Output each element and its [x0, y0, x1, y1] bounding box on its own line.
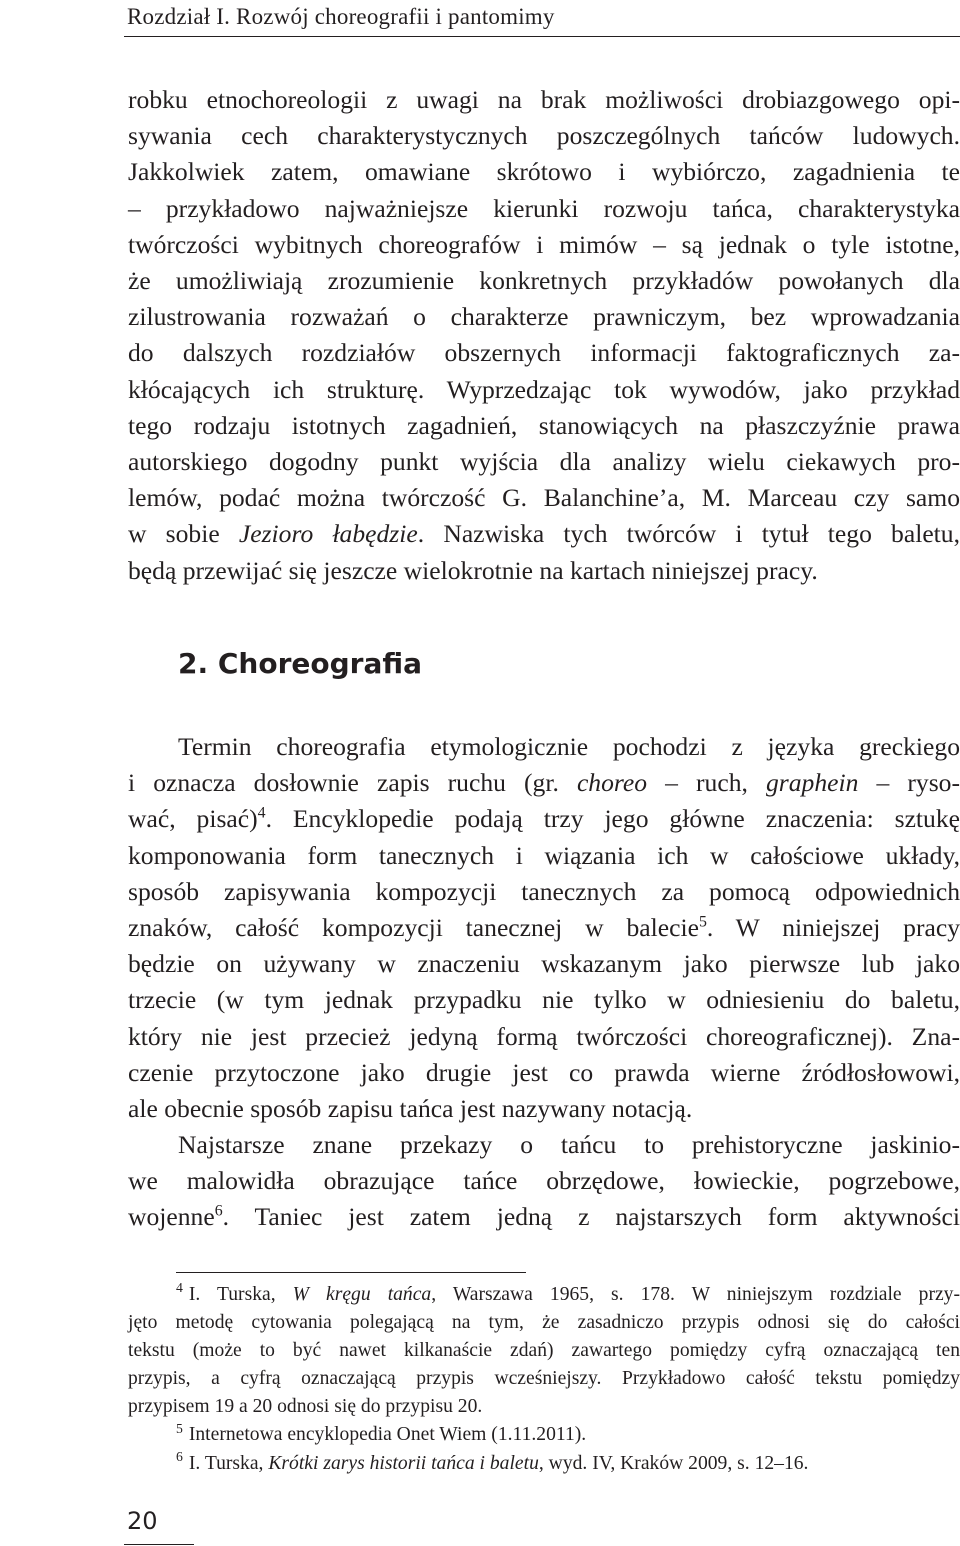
text-run: I. Turska,	[188, 1284, 293, 1305]
text-run: – ryso-	[858, 768, 960, 798]
text-run: i oznacza dosłownie zapis ruchu (gr.	[128, 768, 577, 798]
header-rule	[124, 36, 960, 37]
paragraph-intro	[128, 82, 960, 589]
text-run: w sobie	[128, 519, 239, 549]
text-run: . Encyklopedie podają trzy jego główne znaczenia: sztukę	[265, 804, 960, 834]
footnote-ref: 5	[698, 913, 707, 931]
greek-term: choreo	[576, 768, 648, 798]
text-line: tego rodzaju istotnych zagadnień, stanowiących na płaszczyźnie prawa	[128, 410, 960, 440]
text-line: Najstarsze znane przekazy o tańcu to prehistoryczne jaskinio-	[178, 1130, 960, 1159]
greek-term: graphein	[766, 768, 859, 798]
text-line: trzecie (w tym jednak przypadku nie tylko w odniesieniu do baletu,	[128, 985, 960, 1015]
book-title: W kręgu tańca	[292, 1284, 432, 1305]
text-line: będzie on używany w znaczeniu wskazanym jako pierwsze lub jako	[128, 949, 960, 979]
footnote-5	[128, 1421, 960, 1449]
text-line: Jakkolwiek zatem, omawiane skrótowo i wybiórczo, zagadnienia te	[128, 157, 960, 187]
text-line	[128, 1199, 960, 1235]
footnote-line: tekstu (może to być nawet kilkanaście zdań) zawartego pomiędzy cyfrą oznaczającą ten	[128, 1340, 960, 1362]
text-run: – ruch,	[647, 768, 766, 798]
footnote-ref: 4	[257, 804, 266, 822]
paragraph-definition	[128, 729, 960, 1127]
text-run: . Taniec jest zatem jedną z najstarszych form aktywności	[222, 1202, 960, 1232]
text-line: zilustrowania rozważań o charakterze prawniczym, bez wprowadzania	[128, 302, 960, 332]
page-number-rule	[124, 1544, 194, 1545]
text-line: że umożliwiają zrozumienie konkretnych przykładów powołanych dla	[128, 266, 960, 296]
text-line: ale obecnie sposób zapisu tańca jest nazywany notacją.	[128, 1094, 693, 1124]
text-line	[128, 801, 960, 837]
text-line: sywania cech charakterystycznych poszczególnych tańców ludowych.	[128, 121, 960, 151]
text-run: Internetowa encyklopedia Onet Wiem (1.11.2011).	[188, 1424, 587, 1446]
text-run: , wyd. IV, Kraków 2009, s. 12–16.	[538, 1452, 809, 1474]
text-line: który nie jest przecież jedyną formą twórczości choreograficznej). Zna-	[128, 1021, 960, 1051]
footnotes	[128, 1281, 960, 1478]
text-line	[128, 910, 960, 946]
text-run: znaków, całość kompozycji tanecznej w balecie	[128, 913, 699, 943]
text-line: robku etnochoreologii z uwagi na brak możliwości drobiazgowego opi-	[128, 85, 960, 114]
text-line	[128, 765, 960, 801]
text-run: , Warszawa 1965, s. 178. W niniejszym rozdziale przy-	[431, 1284, 960, 1305]
text-run: . Nazwiska tych twórców i tytuł tego baletu,	[417, 519, 960, 549]
footnote-rule	[176, 1272, 526, 1273]
text-run: wojenne	[128, 1202, 215, 1232]
footnote-6	[128, 1450, 960, 1478]
footnote-number: 4	[176, 1280, 183, 1296]
text-line: Termin choreografia etymologicznie pochodzi z języka greckiego	[178, 732, 960, 761]
text-line: lemów, podać można twórczość G. Balanchine’a, M. Marceau czy samo	[128, 483, 960, 513]
section-heading: 2. Choreografia	[178, 647, 423, 680]
text-line: kłócających ich strukturę. Wyprzedzając tok wywodów, jako przykład	[128, 374, 960, 404]
text-line: komponowania form tanecznych i wiązania ich w całościowe układy,	[128, 840, 960, 870]
text-line: we malowidła obrazujące tańce obrzędowe, łowieckie, pogrzebowe,	[128, 1166, 960, 1196]
text-run: . W niniejszej pracy	[706, 913, 960, 943]
book-title: Krótki zarys historii tańca i baletu	[268, 1452, 539, 1474]
text-line: będą przewijać się jeszcze wielokrotnie na kartach niniejszej pracy.	[128, 555, 818, 585]
footnote-ref: 6	[214, 1202, 223, 1220]
footnote-number: 6	[176, 1449, 183, 1465]
text-run: I. Turska,	[188, 1452, 269, 1474]
text-line	[128, 516, 960, 552]
running-head: Rozdział I. Rozwój choreografii i pantomimy	[127, 4, 555, 29]
ballet-title: Jezioro łabędzie	[238, 519, 418, 549]
text-line: twórczości wybitnych choreografów i mimów – są jednak o tyle istotne,	[128, 229, 960, 259]
footnote-line: jęto metodę cytowania polegającą na tym, że zasadniczo przypis odnosi się do całości	[128, 1312, 960, 1334]
text-line: – przykładowo najważniejsze kierunki rozwoju tańca, charakterystyka	[128, 193, 960, 223]
footnote-line: przypisem 19 a 20 odnosi się do przypisu 20.	[128, 1396, 483, 1418]
footnote-4	[128, 1281, 960, 1309]
text-line: sposób zapisywania kompozycji tanecznych za pomocą odpowiednich	[128, 876, 960, 906]
text-line: do dalszych rozdziałów obszernych informacji faktograficznych za-	[128, 338, 960, 368]
text-run: wać, pisać)	[128, 804, 258, 834]
text-line: autorskiego dogodny punkt wyjścia dla analizy wielu ciekawych pro-	[128, 447, 960, 477]
paragraph-history	[128, 1127, 960, 1236]
footnote-number: 5	[176, 1420, 183, 1436]
page-number: 20	[127, 1507, 158, 1535]
text-line: czenie przytoczone jako drugie jest co prawda wierne źródłosłowowi,	[128, 1057, 960, 1087]
footnote-line: przypis, a cyfrą oznaczającą przypis wcześniejszy. Przykładowo całość tekstu pomiędzy	[128, 1368, 960, 1390]
